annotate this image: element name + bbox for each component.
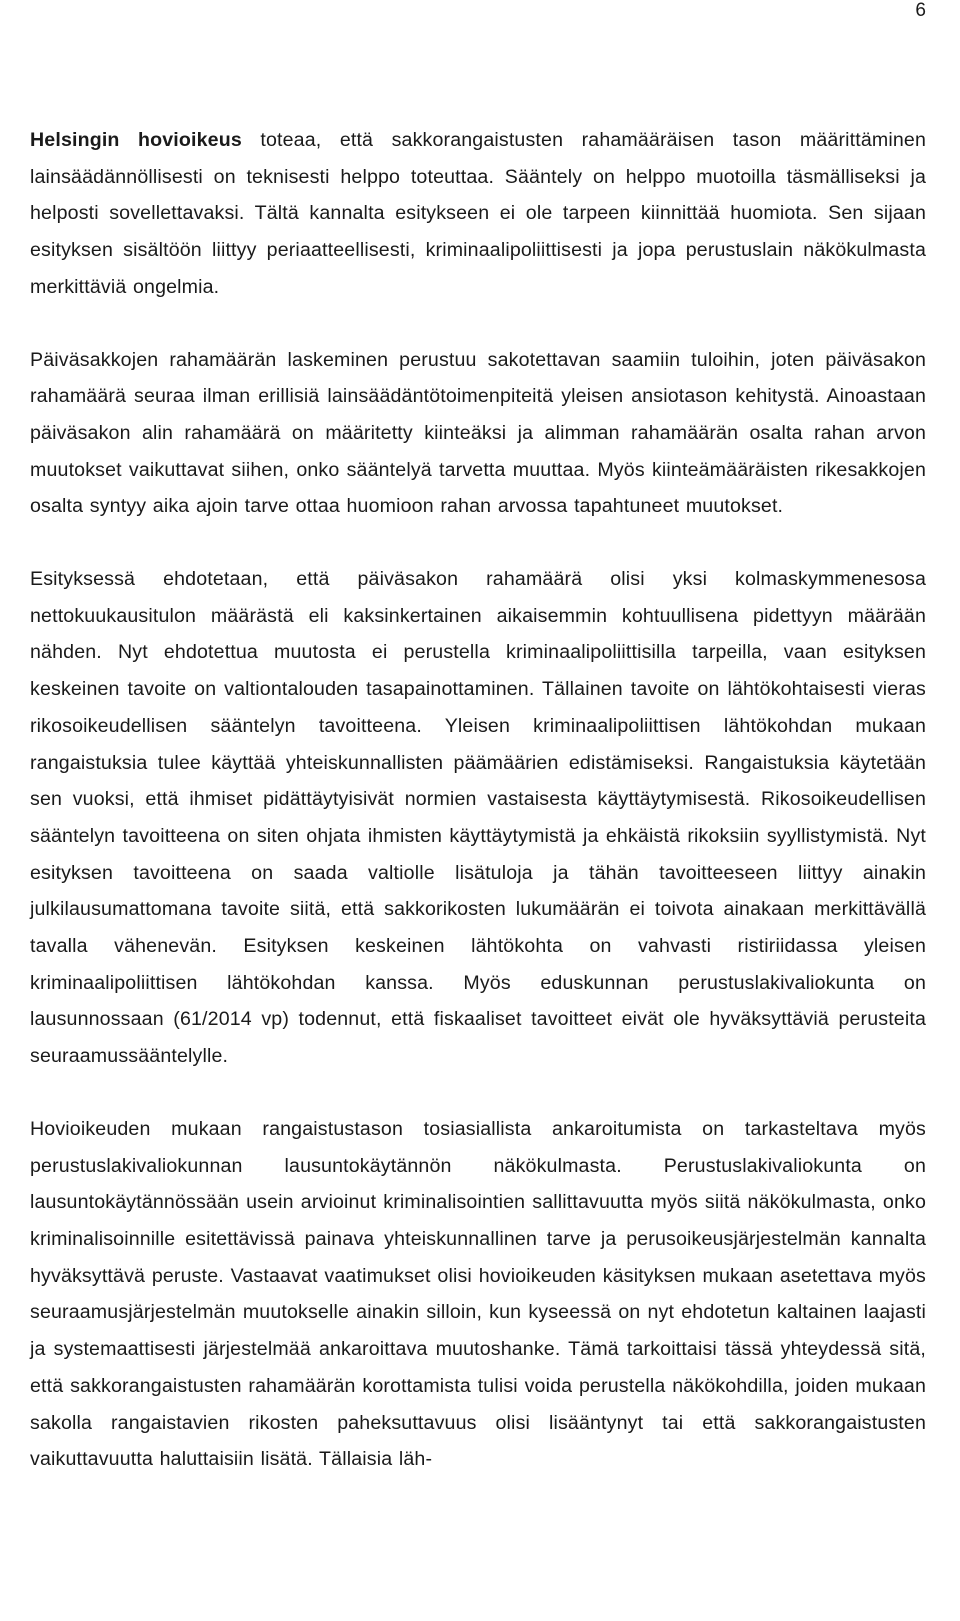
page-number: 6: [915, 0, 926, 21]
document-body: [30, 122, 926, 1514]
paragraph-1: [30, 122, 926, 306]
paragraph-2: Päiväsakkojen rahamäärän laskeminen perustuu sakotettavan saamiin tuloihin, joten päiväsakon rahamäärä seuraa ilman erillisiä lainsäädäntötoimenpiteitä yleisen ansiotason kehitystä. Ainoastaan päiväsakon alin rahamäärä on määritetty kiinteäksi ja alimman rahamäärän osalta rahan arvon muutokset vaikuttavat siihen, onko sääntelyä tarvetta muuttaa. Myös kiinteämääräisten rikesakkojen osalta syntyy aika ajoin tarve ottaa huomioon rahan arvossa tapahtuneet muutokset.: [30, 348, 926, 518]
paragraph-1-text: toteaa, että sakkorangaistusten rahamääräisen tason määrittäminen lainsäädännöllisesti on teknisesti helppo toteuttaa. Sääntely on helppo muotoilla täsmälliseksi ja helposti sovellettavaksi. Tältä kannalta esitykseen ei ole tarpeen kiinnittää huomiota. Sen sijaan esityksen sisältöön liittyy periaatteellisesti, kriminaalipoliittisesti ja jopa perustuslain näkökulmasta merkittäviä ongelmia.: [30, 129, 926, 298]
court-name: Helsingin hovioikeus: [30, 129, 242, 151]
paragraph-3: Esityksessä ehdotetaan, että päiväsakon rahamäärä olisi yksi kolmaskymmenesosa nettokuukausitulon määrästä eli kaksinkertainen aikaisemmin kohtuullisena pidettyyn määrään nähden. Nyt ehdotettua muutosta ei perustella kriminaalipoliittisilla tarpeilla, vaan esityksen keskeinen tavoite on valtiontalouden tasapainottaminen. Tällainen tavoite on lähtökohtaisesti vieras rikosoikeudellisen sääntelyn tavoitteena. Yleisen kriminaalipoliittisen lähtökohdan mukaan rangaistuksia tulee käyttää yhteiskunnallisten päämäärien edistämiseksi. Rangaistuksia käytetään sen vuoksi, että ihmiset pidättäytyisivät normien vastaisesta käyttäytymisestä. Rikosoikeudellisen sääntelyn tavoitteena on siten ohjata ihmisten käyttäytymistä ja ehkäistä rikoksiin syyllistymistä. Nyt esityksen tavoitteena on saada valtiolle lisätuloja ja tähän tavoitteeseen liittyy ainakin julkilausumattomana tavoite siitä, että sakkorikosten lukumäärän ei toivota ainakaan merkittävällä tavalla vähenevän. Esityksen keskeinen lähtökohta on vahvasti ristiriidassa yleisen kriminaalipoliittisen lähtökohdan kanssa. Myös eduskunnan perustuslakivaliokunta on lausunnossaan (61/2014 vp) todennut, että fiskaaliset tavoitteet eivät ole hyväksyttäviä perusteita seuraamussääntelylle.: [30, 568, 926, 1068]
paragraph-4: Hovioikeuden mukaan rangaistustason tosiasiallista ankaroitumista on tarkasteltava myös perustuslakivaliokunnan lausuntokäytännön näkökulmasta. Perustuslakivaliokunta on lausuntokäytännössään usein arvioinut kriminalisointien sallittavuutta myös siitä näkökulmasta, onko kriminalisoinnille esitettävissä painava yhteiskunnallinen tarve ja perusoikeusjärjestelmän kannalta hyväksyttävä peruste. Vastaavat vaatimukset olisi hovioikeuden käsityksen mukaan asetettava myös seuraamusjärjestelmän muutokselle ainakin silloin, kun kyseessä on nyt ehdotetun kaltainen laajasti ja systemaattisesti järjestelmää ankaroittava muutoshanke. Tämä tarkoittaisi tässä yhteydessä sitä, että sakkorangaistusten rahamäärän korottamista tulisi voida perustella näkökohdilla, joiden mukaan sakolla rangaistavien rikosten paheksuttavuus olisi lisääntynyt tai että sakkorangaistusten vaikuttavuutta haluttaisiin lisätä. Tällaisia läh-: [30, 1117, 926, 1471]
